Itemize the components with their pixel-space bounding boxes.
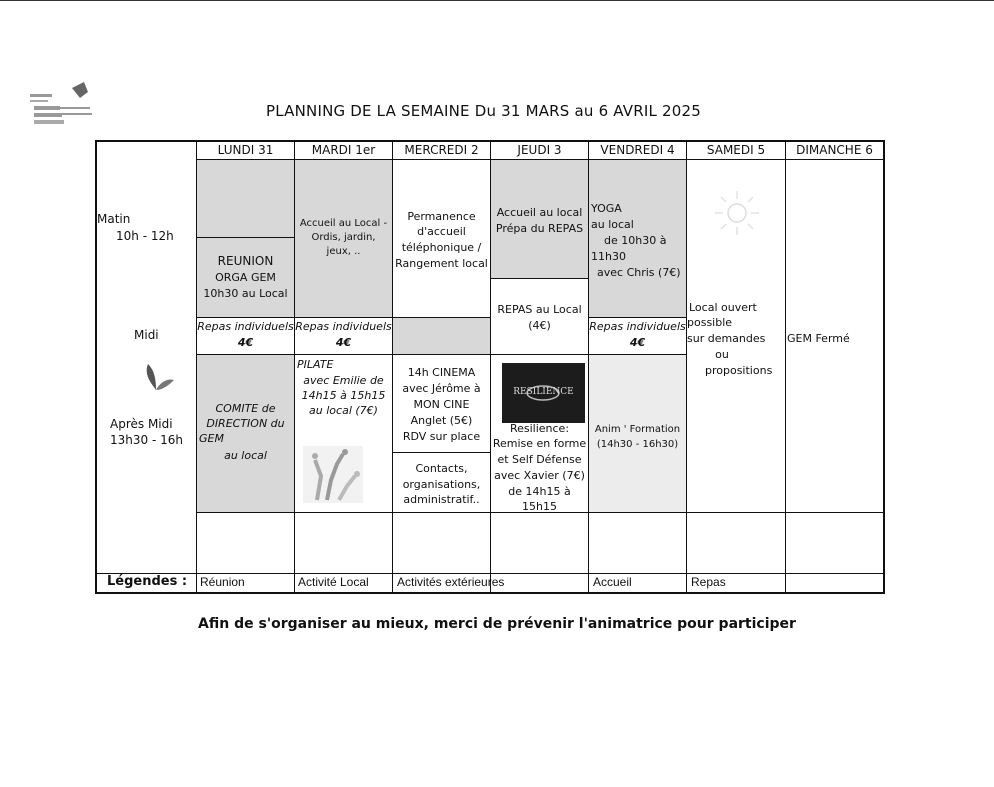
vendredi-midi-repas: Repas individuels <box>589 320 686 333</box>
mercredi-cinema-l5: RDV sur place <box>402 430 481 443</box>
grid-line <box>686 140 687 594</box>
vendredi-yoga-l2: au local <box>591 218 634 231</box>
mercredi-matin-l4: Rangement local <box>395 257 488 270</box>
reunion-fill-top <box>197 160 295 237</box>
lundi-comite-l4: au local <box>224 449 267 462</box>
grid-line <box>490 278 588 279</box>
association-logo <box>28 80 96 128</box>
vendredi-midi-price: 4€ <box>629 336 646 349</box>
lundi-reunion-orga: ORGA GEM <box>215 271 276 284</box>
mercredi-admin-l2: organisations, <box>402 478 481 491</box>
day-header-vendredi: VENDREDI 4 <box>600 143 675 157</box>
mardi-midi-repas: Repas individuels <box>295 320 392 333</box>
grid-line <box>883 140 885 594</box>
grid-line <box>392 452 490 453</box>
mardi-midi-price: 4€ <box>335 336 352 349</box>
mercredi-matin-l2: d'accueil <box>417 225 466 238</box>
lundi-midi-price: 4€ <box>237 336 254 349</box>
resilience-logo <box>502 363 585 423</box>
grid-line <box>196 237 294 238</box>
page-title: PLANNING DE LA SEMAINE Du 31 MARS au 6 AVRIL 2025 <box>266 102 701 120</box>
vendredi-yoga-l5: avec Chris (7€) <box>597 266 681 279</box>
legend-repas: Repas <box>691 575 726 589</box>
grid-line <box>196 140 197 594</box>
day-header-mardi: MARDI 1er <box>311 143 376 157</box>
jeudi-aprem-l3: et Self Défense <box>497 453 582 466</box>
mardi-pilate-l4: au local (7€) <box>309 404 378 417</box>
period-matin-hours: 10h - 12h <box>116 229 174 243</box>
samedi-l5: propositions <box>705 364 773 377</box>
mardi-matin-l3: jeux, .. <box>326 246 361 257</box>
mardi-matin-l2: Ordis, jardin, <box>311 232 376 243</box>
mardi-pilate-l3: 14h15 à 15h15 <box>301 389 386 402</box>
legend-activite-local: Activité Local <box>298 575 369 589</box>
grid-line <box>196 317 490 318</box>
samedi-l3: sur demandes <box>687 332 766 345</box>
lundi-reunion-title: REUNION <box>217 254 274 268</box>
mardi-pilate-l2: avec Emilie de <box>303 374 384 387</box>
butterfly-icon <box>138 360 176 394</box>
mardi-matin-l1: Accueil au Local - <box>299 218 388 229</box>
jeudi-aprem-l6: 15h15 <box>522 500 557 513</box>
vendredi-yoga-l3: de 10h30 à <box>604 234 667 247</box>
day-header-lundi: LUNDI 31 <box>217 143 274 157</box>
samedi-l1: Local ouvert <box>689 301 757 314</box>
resilience-logo-text: RESILIENCE <box>513 387 574 397</box>
lundi-comite-l2: DIRECTION du <box>206 417 285 430</box>
lundi-comite-l3: GEM <box>199 432 224 445</box>
day-header-samedi: SAMEDI 5 <box>706 143 766 157</box>
footer-note: Afin de s'organiser au mieux, merci de prévenir l'animatrice pour participer <box>198 616 796 632</box>
mercredi-admin-l3: administratif.. <box>403 493 480 506</box>
top-rule <box>0 0 994 1</box>
jeudi-midi-l1: REPAS au Local <box>497 303 582 316</box>
period-midi: Midi <box>134 328 159 342</box>
lundi-reunion-time: 10h30 au Local <box>203 287 288 300</box>
grid-line <box>588 140 589 594</box>
jeudi-aprem-l5: de 14h15 à <box>508 485 571 498</box>
day-header-mercredi: MERCREDI 2 <box>404 143 479 157</box>
jeudi-aprem-l1: Resilience: <box>509 422 570 435</box>
samedi-l2: possible <box>687 316 733 329</box>
legend-reunion: Réunion <box>200 575 245 589</box>
legend-activites-exterieures: Activités extérieures <box>397 575 505 589</box>
day-header-jeudi: JEUDI 3 <box>517 143 562 157</box>
sun-icon <box>712 188 762 238</box>
grid-line <box>785 140 786 594</box>
period-matin: Matin <box>97 212 131 226</box>
lundi-comite-l1: COMITE de <box>215 402 276 415</box>
legend-accueil: Accueil <box>593 575 632 589</box>
vendredi-aprem-l1: Anim ' Formation <box>594 424 681 435</box>
grid-line <box>196 159 884 160</box>
period-apres-midi-hours: 13h30 - 16h <box>110 433 183 447</box>
vendredi-yoga-l4: 11h30 <box>591 250 626 263</box>
grid-line <box>96 573 884 574</box>
grid-line <box>294 140 295 594</box>
lundi-midi-repas: Repas individuels <box>197 320 294 333</box>
dimanche-ferme: GEM Fermé <box>787 332 850 345</box>
jeudi-matin-l2: Prépa du REPAS <box>495 222 584 235</box>
samedi-l4: ou <box>715 348 729 361</box>
mercredi-matin-l3: téléphonique / <box>401 241 482 254</box>
jeudi-aprem-l2: Remise en forme <box>492 437 587 450</box>
mercredi-cinema-l2: avec Jérôme à <box>402 382 481 395</box>
grid-line <box>588 317 686 318</box>
legend-label: Légendes : <box>107 574 188 589</box>
mercredi-admin-l1: Contacts, <box>415 462 468 475</box>
mercredi-midi-fill <box>393 317 491 355</box>
period-apres-midi: Après Midi <box>110 417 173 431</box>
day-header-dimanche: DIMANCHE 6 <box>796 143 873 157</box>
vendredi-aprem-l2: (14h30 - 16h30) <box>596 439 679 450</box>
mercredi-cinema-l1: 14h CINEMA <box>407 366 476 379</box>
mardi-pilate-title: PILATE <box>297 358 334 371</box>
pilates-image <box>303 446 363 503</box>
jeudi-matin-l1: Accueil au local <box>496 206 583 219</box>
grid-line <box>95 140 97 594</box>
mercredi-matin-l1: Permanence <box>407 210 476 223</box>
jeudi-midi-l2: (4€) <box>528 319 551 332</box>
mercredi-cinema-l3: MON CINE <box>413 398 470 411</box>
jeudi-aprem-l4: avec Xavier (7€) <box>494 469 585 482</box>
grid-line <box>196 354 686 355</box>
mercredi-cinema-l4: Anglet (5€) <box>410 414 473 427</box>
vendredi-yoga-l1: YOGA <box>591 202 622 215</box>
